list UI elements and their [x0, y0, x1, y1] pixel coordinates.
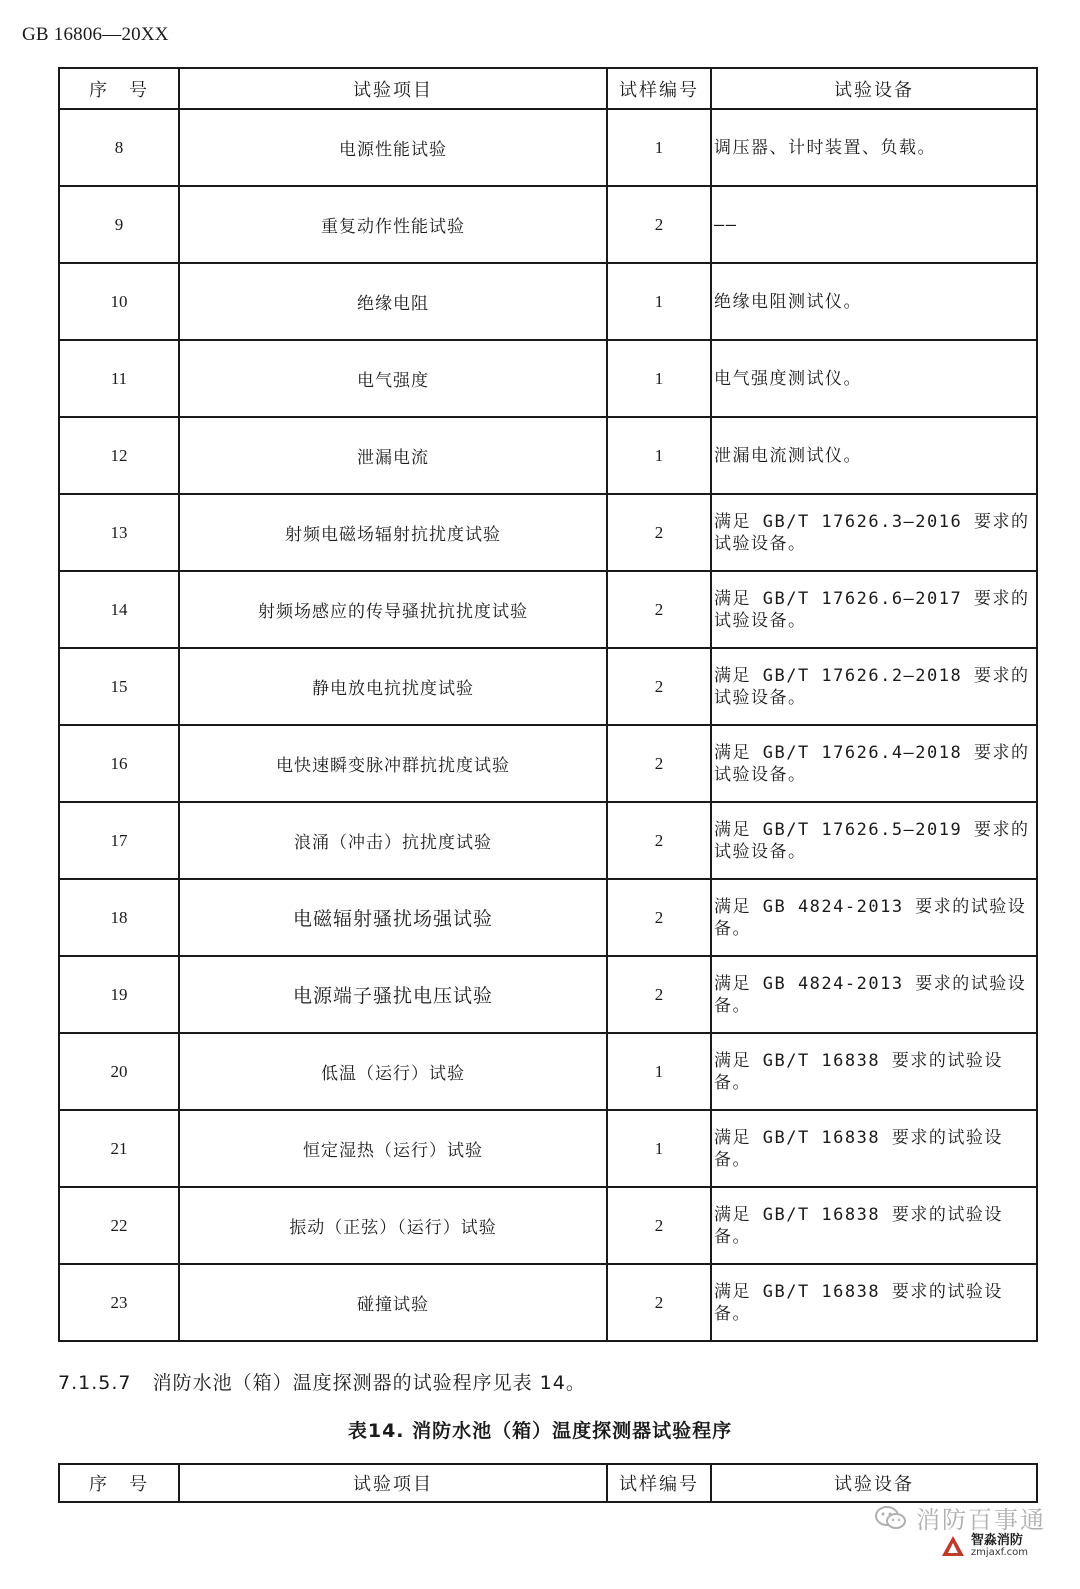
logo-name: 智淼消防 — [970, 1533, 1023, 1548]
site-logo — [941, 1534, 1028, 1558]
table-row — [59, 956, 1037, 1033]
row-item: 振动（正弦）（运行）试验 — [179, 1187, 607, 1264]
column-header-equipment: 试验设备 — [711, 68, 1037, 109]
table-row — [59, 802, 1037, 879]
watermark — [874, 1500, 1046, 1535]
row-equipment: 调压器、计时装置、负载。 — [711, 109, 1037, 186]
table-row — [59, 1110, 1037, 1187]
row-sample: 1 — [607, 263, 711, 340]
table-row — [59, 417, 1037, 494]
table-row — [59, 109, 1037, 186]
row-sample: 2 — [607, 571, 711, 648]
table-row — [59, 263, 1037, 340]
row-equipment: 绝缘电阻测试仪。 — [711, 263, 1037, 340]
row-no: 19 — [59, 956, 179, 1033]
row-item: 电气强度 — [179, 340, 607, 417]
column-header-item: 试验项目 — [179, 1464, 607, 1502]
row-item: 低温（运行）试验 — [179, 1033, 607, 1110]
row-sample: 2 — [607, 1187, 711, 1264]
row-sample: 2 — [607, 879, 711, 956]
row-item: 碰撞试验 — [179, 1264, 607, 1341]
row-equipment: —— — [711, 186, 1037, 263]
table-row — [59, 494, 1037, 571]
page-header: GB 16806—20XX — [22, 24, 169, 45]
row-equipment: 满足 GB/T 17626.4—2018 要求的试验设备。 — [711, 725, 1037, 802]
row-equipment: 满足 GB/T 16838 要求的试验设备。 — [711, 1187, 1037, 1264]
row-no: 16 — [59, 725, 179, 802]
row-item: 重复动作性能试验 — [179, 186, 607, 263]
row-equipment: 满足 GB/T 16838 要求的试验设备。 — [711, 1264, 1037, 1341]
clause-text: 消防水池（箱）温度探测器的试验程序见表 14。 — [152, 1372, 586, 1394]
table-row — [59, 879, 1037, 956]
row-no: 10 — [59, 263, 179, 340]
row-sample: 2 — [607, 648, 711, 725]
row-sample: 2 — [607, 725, 711, 802]
row-sample: 1 — [607, 109, 711, 186]
row-no: 9 — [59, 186, 179, 263]
row-item: 射频场感应的传导骚扰抗扰度试验 — [179, 571, 607, 648]
table-row — [59, 648, 1037, 725]
row-item: 泄漏电流 — [179, 417, 607, 494]
row-no: 20 — [59, 1033, 179, 1110]
column-header-sample: 试样编号 — [607, 1464, 711, 1502]
clause-number: 7.1.5.7 — [58, 1372, 132, 1394]
clause-paragraph — [58, 1368, 586, 1395]
logo-url: zmjaxf.com — [970, 1546, 1028, 1558]
column-header-sample: 试样编号 — [607, 68, 711, 109]
column-header-no: 序 号 — [59, 68, 179, 109]
table-row — [59, 725, 1037, 802]
row-no: 18 — [59, 879, 179, 956]
row-equipment: 电气强度测试仪。 — [711, 340, 1037, 417]
logo-mark-icon — [941, 1535, 965, 1557]
row-no: 22 — [59, 1187, 179, 1264]
row-equipment: 泄漏电流测试仪。 — [711, 417, 1037, 494]
row-no: 14 — [59, 571, 179, 648]
row-item: 静电放电抗扰度试验 — [179, 648, 607, 725]
row-no: 23 — [59, 1264, 179, 1341]
row-item: 绝缘电阻 — [179, 263, 607, 340]
row-no: 13 — [59, 494, 179, 571]
table-row — [59, 1033, 1037, 1110]
wechat-icon — [874, 1505, 908, 1531]
row-equipment: 满足 GB/T 17626.6—2017 要求的试验设备。 — [711, 571, 1037, 648]
row-equipment: 满足 GB 4824-2013 要求的试验设备。 — [711, 879, 1037, 956]
next-table-header — [58, 1463, 1038, 1503]
row-equipment: 满足 GB/T 17626.2—2018 要求的试验设备。 — [711, 648, 1037, 725]
test-table — [58, 67, 1038, 1342]
row-item: 浪涌（冲击）抗扰度试验 — [179, 802, 607, 879]
row-sample: 2 — [607, 956, 711, 1033]
row-no: 8 — [59, 109, 179, 186]
row-sample: 2 — [607, 802, 711, 879]
row-equipment: 满足 GB/T 16838 要求的试验设备。 — [711, 1110, 1037, 1187]
row-sample: 1 — [607, 417, 711, 494]
row-equipment: 满足 GB/T 17626.3—2016 要求的试验设备。 — [711, 494, 1037, 571]
row-item: 射频电磁场辐射抗扰度试验 — [179, 494, 607, 571]
table-header-row — [59, 68, 1037, 109]
row-sample: 2 — [607, 1264, 711, 1341]
row-sample: 2 — [607, 494, 711, 571]
row-item: 电源端子骚扰电压试验 — [179, 956, 607, 1033]
column-header-no: 序 号 — [59, 1464, 179, 1502]
watermark-text: 消防百事通 — [916, 1506, 1046, 1534]
table-header-row — [59, 1464, 1037, 1502]
row-no: 11 — [59, 340, 179, 417]
row-no: 17 — [59, 802, 179, 879]
row-sample: 1 — [607, 1110, 711, 1187]
table-row — [59, 186, 1037, 263]
column-header-equipment: 试验设备 — [711, 1464, 1037, 1502]
table-row — [59, 340, 1037, 417]
table-row — [59, 571, 1037, 648]
table-row — [59, 1264, 1037, 1341]
row-sample: 1 — [607, 340, 711, 417]
row-no: 15 — [59, 648, 179, 725]
column-header-item: 试验项目 — [179, 68, 607, 109]
row-sample: 1 — [607, 1033, 711, 1110]
row-item: 电磁辐射骚扰场强试验 — [179, 879, 607, 956]
row-no: 12 — [59, 417, 179, 494]
row-sample: 2 — [607, 186, 711, 263]
row-item: 电源性能试验 — [179, 109, 607, 186]
table-caption: 表14. 消防水池（箱）温度探测器试验程序 — [347, 1420, 733, 1442]
row-no: 21 — [59, 1110, 179, 1187]
row-item: 恒定湿热（运行）试验 — [179, 1110, 607, 1187]
table-row — [59, 1187, 1037, 1264]
row-equipment: 满足 GB/T 17626.5—2019 要求的试验设备。 — [711, 802, 1037, 879]
row-equipment: 满足 GB 4824-2013 要求的试验设备。 — [711, 956, 1037, 1033]
row-equipment: 满足 GB/T 16838 要求的试验设备。 — [711, 1033, 1037, 1110]
row-item: 电快速瞬变脉冲群抗扰度试验 — [179, 725, 607, 802]
